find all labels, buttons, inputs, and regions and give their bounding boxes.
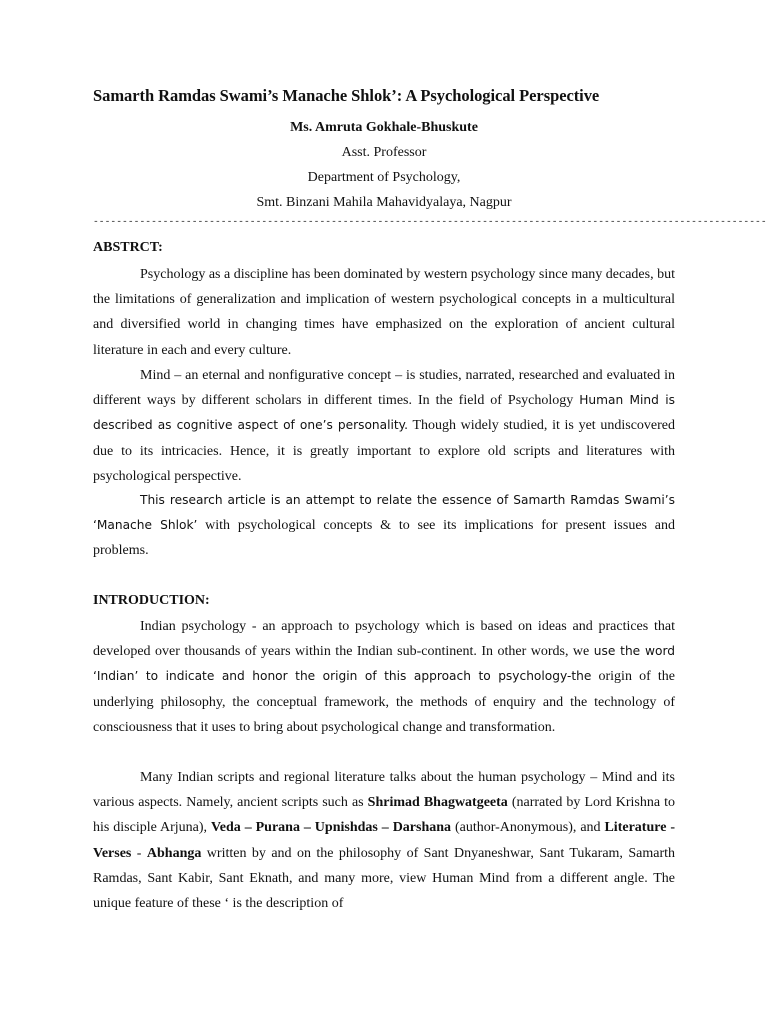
intro-p1-text-b: use the word ‘Indian’ to indicate and honor the origin of this approach to psychology-the bbox=[93, 644, 675, 684]
abstract-p2-text-a: Mind – an eternal and nonfigurative concept – is studies, narrated, researched and evaluated in different ways by different scholars in different times. In the field of Psychology bbox=[93, 368, 675, 409]
abstract-p3-text-a: This research article is an attempt to relate the essence of Samarth Ramdas Swami’s ‘Manache Shlok’ bbox=[93, 493, 675, 533]
intro-p2-bold-4: Abhanga bbox=[146, 845, 202, 861]
introduction-paragraph-2 bbox=[93, 765, 675, 916]
author-position: Asst. Professor bbox=[341, 145, 427, 160]
abstract-paragraph-2 bbox=[93, 363, 675, 489]
abstract-p2-text-b: Human Mind is described as cognitive aspect of one’s personality. bbox=[93, 393, 675, 433]
abstract-paragraph-1 bbox=[93, 262, 675, 363]
abstract-heading: ABSTRCT: bbox=[93, 240, 163, 255]
intro-p1-text-a: Indian psychology - an approach to psychology which is based on ideas and practices that developed over thousands of years within the Indian sub-continent. In other words, we bbox=[93, 619, 675, 660]
intro-p2-text-3: (author-Anonymous), and bbox=[451, 820, 605, 836]
intro-p2-text-5: written by and on the philosophy of Sant Dnyaneshwar, Sant Tukaram, Samarth Ramdas, Sant Kabir, Sant Eknath, and many more, view Human Mind from a different angle. The unique feature of these ‘ is the description of bbox=[93, 845, 675, 912]
abstract-p2-text-c: Though widely studied, it is yet undiscovered due to its intricacies. Hence, it is greatly important to explore old scripts and literatures with psychological perspective. bbox=[93, 418, 675, 484]
intro-p2-bold-3: Literature - Verses bbox=[93, 820, 675, 861]
intro-p2-text-4: - bbox=[131, 845, 147, 861]
paper-title: Samarth Ramdas Swami’s Manache Shlok’: A Psychological Perspective bbox=[93, 86, 600, 105]
author-department: Department of Psychology, bbox=[307, 170, 461, 185]
intro-p2-text-2: (narrated by Lord Krishna to his disciple Arjuna), bbox=[93, 795, 675, 836]
author-name: Ms. Amruta Gokhale-Bhuskute bbox=[290, 120, 478, 135]
author-institution: Smt. Binzani Mahila Mahavidyalaya, Nagpur bbox=[256, 195, 512, 210]
intro-p2-bold-2: Veda – Purana – Upnishdas – Darshana bbox=[210, 820, 452, 836]
abstract-p1-text: Psychology as a discipline has been dominated by western psychology since many decades, but the limitations of generalization and implication of western psychological concepts in a multicultural and diversified world in changing times have emphasized on the exploration of ancient cultural literature in each and every culture. bbox=[93, 267, 675, 358]
intro-p1-text-c: origin of the underlying philosophy, the conceptual framework, the methods of enquiry and the technology of consciousness that it uses to bring about psychological change and transformation. bbox=[93, 669, 675, 735]
introduction-heading: INTRODUCTION: bbox=[93, 593, 210, 608]
intro-p2-bold-1: Shrimad Bhagwatgeeta bbox=[367, 795, 508, 811]
dashed-divider: -------------------------------------------------------------------------------------------------------------------- bbox=[93, 216, 767, 227]
abstract-paragraph-3 bbox=[93, 488, 675, 564]
intro-p2-text-1: Many Indian scripts and regional literature talks about the human psychology – Mind and its various aspects. Namely, ancient scripts such as bbox=[93, 770, 675, 811]
abstract-p3-text-b: with psychological concepts & to see its implications for present issues and problems. bbox=[93, 518, 675, 559]
introduction-paragraph-1 bbox=[93, 614, 675, 740]
